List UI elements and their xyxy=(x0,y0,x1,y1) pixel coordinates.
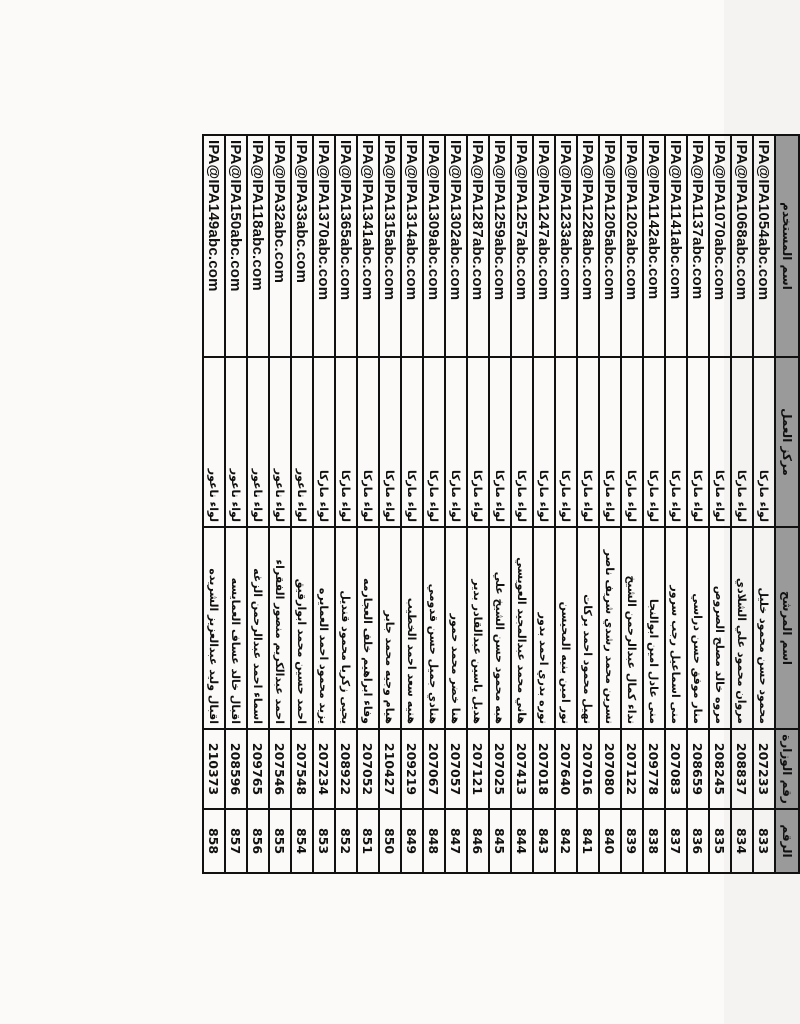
row-ministry-id: 207067 xyxy=(423,729,445,809)
table-row xyxy=(753,135,775,873)
table-row xyxy=(379,135,401,873)
table-body xyxy=(203,135,775,873)
row-ministry-id: 207233 xyxy=(753,729,775,809)
row-ministry-id: 208659 xyxy=(687,729,709,809)
row-ministry-id: 207083 xyxy=(665,729,687,809)
table-row xyxy=(357,135,379,873)
row-seq: 837 xyxy=(665,809,687,873)
rotated-document xyxy=(0,134,800,872)
row-work-center: لواء ماركا xyxy=(423,357,445,527)
row-work-center: لواء ماركا xyxy=(335,357,357,527)
row-username: IPA@IPA1142abc.com xyxy=(643,135,665,357)
row-seq: 848 xyxy=(423,809,445,873)
row-username: IPA@IPA1315abc.com xyxy=(379,135,401,357)
row-seq: 850 xyxy=(379,809,401,873)
row-seq: 855 xyxy=(269,809,291,873)
header-work-center: مركز العمل xyxy=(775,357,799,527)
row-candidate-name: نهيل محمود احمد بركات xyxy=(577,527,599,729)
table-row xyxy=(489,135,511,873)
row-ministry-id: 207025 xyxy=(489,729,511,809)
row-work-center: لواء ماركا xyxy=(445,357,467,527)
row-seq: 857 xyxy=(225,809,247,873)
row-username: IPA@IPA1365abc.com xyxy=(335,135,357,357)
row-username: IPA@IPA1302abc.com xyxy=(445,135,467,357)
row-seq: 843 xyxy=(533,809,555,873)
row-work-center: لواء ماركا xyxy=(753,357,775,527)
row-seq: 840 xyxy=(599,809,621,873)
row-username: IPA@IPA1202abc.com xyxy=(621,135,643,357)
row-username: IPA@IPA1247abc.com xyxy=(533,135,555,357)
row-username: IPA@IPA33abc.com xyxy=(291,135,313,357)
table-row xyxy=(225,135,247,873)
candidates-table xyxy=(202,134,800,874)
row-candidate-name: نور امين بنيه المحيسن xyxy=(555,527,577,729)
row-seq: 838 xyxy=(643,809,665,873)
row-work-center: لواء ناعور xyxy=(203,357,225,527)
table-row xyxy=(533,135,555,873)
row-ministry-id: 207080 xyxy=(599,729,621,809)
row-candidate-name: محمود حسن محمود خليل xyxy=(753,527,775,729)
row-work-center: لواء ماركا xyxy=(555,357,577,527)
row-seq: 854 xyxy=(291,809,313,873)
row-candidate-name: مروان محمود علي الشلادي xyxy=(731,527,753,729)
row-work-center: لواء ماركا xyxy=(401,357,423,527)
header-seq: الرقم xyxy=(775,809,799,873)
table-row xyxy=(467,135,489,873)
row-work-center: لواء ماركا xyxy=(357,357,379,527)
row-candidate-name: هديل ياسين عبدالقادر بدير xyxy=(467,527,489,729)
row-work-center: لواء ناعور xyxy=(269,357,291,527)
table-row xyxy=(445,135,467,873)
row-candidate-name: منى عادل امين ابوالنجا xyxy=(643,527,665,729)
row-ministry-id: 208596 xyxy=(225,729,247,809)
row-work-center: لواء ماركا xyxy=(731,357,753,527)
row-username: IPA@IPA1314abc.com xyxy=(401,135,423,357)
row-work-center: لواء ماركا xyxy=(533,357,555,527)
row-candidate-name: نسرين محمد رشدي شريف ناصر xyxy=(599,527,621,729)
row-seq: 845 xyxy=(489,809,511,873)
row-work-center: لواء ناعور xyxy=(225,357,247,527)
row-ministry-id: 210373 xyxy=(203,729,225,809)
table-row xyxy=(555,135,577,873)
row-work-center: لواء ناعور xyxy=(247,357,269,527)
row-candidate-name: هاني محمد عبدالمجيد العويسي xyxy=(511,527,533,729)
row-ministry-id: 207234 xyxy=(313,729,335,809)
row-ministry-id: 207016 xyxy=(577,729,599,809)
table-header-row xyxy=(775,135,799,873)
row-seq: 851 xyxy=(357,809,379,873)
row-ministry-id: 210427 xyxy=(379,729,401,809)
page-content xyxy=(62,134,800,944)
row-work-center: لواء ماركا xyxy=(577,357,599,527)
row-seq: 842 xyxy=(555,809,577,873)
row-candidate-name: يحيى زكريا محمود قنديل xyxy=(335,527,357,729)
row-candidate-name: هنا خضر محمد حمور xyxy=(445,527,467,729)
row-candidate-name: مروه خالد مصلح الصروص xyxy=(709,527,731,729)
row-seq: 856 xyxy=(247,809,269,873)
table-row xyxy=(401,135,423,873)
row-ministry-id: 208245 xyxy=(709,729,731,809)
table-row xyxy=(665,135,687,873)
row-work-center: لواء ماركا xyxy=(709,357,731,527)
row-seq: 835 xyxy=(709,809,731,873)
row-username: IPA@IPA118abc.com xyxy=(247,135,269,357)
row-candidate-name: هبه محمود حسن الشيخ علي xyxy=(489,527,511,729)
row-work-center: لواء ماركا xyxy=(379,357,401,527)
row-username: IPA@IPA1259abc.com xyxy=(489,135,511,357)
row-candidate-name: هنادي جميل حسن قدومي xyxy=(423,527,445,729)
table-row xyxy=(731,135,753,873)
row-username: IPA@IPA1054abc.com xyxy=(753,135,775,357)
row-username: IPA@IPA1137abc.com xyxy=(687,135,709,357)
row-ministry-id: 207546 xyxy=(269,729,291,809)
row-seq: 844 xyxy=(511,809,533,873)
row-work-center: لواء ماركا xyxy=(599,357,621,527)
table-row xyxy=(335,135,357,873)
row-candidate-name: هنيه سعد احمد الخطيب xyxy=(401,527,423,729)
row-username: IPA@IPA1068abc.com xyxy=(731,135,753,357)
row-username: IPA@IPA1341abc.com xyxy=(357,135,379,357)
row-work-center: لواء ماركا xyxy=(687,357,709,527)
row-ministry-id: 207122 xyxy=(621,729,643,809)
row-seq: 833 xyxy=(753,809,775,873)
table-row xyxy=(313,135,335,873)
row-ministry-id: 208837 xyxy=(731,729,753,809)
row-ministry-id: 209778 xyxy=(643,729,665,809)
row-ministry-id: 209765 xyxy=(247,729,269,809)
table-row xyxy=(269,135,291,873)
row-username: IPA@IPA1228abc.com xyxy=(577,135,599,357)
row-candidate-name: اقبال وليد عبدالعزيز الشريده xyxy=(203,527,225,729)
row-ministry-id: 207052 xyxy=(357,729,379,809)
row-work-center: لواء ماركا xyxy=(467,357,489,527)
row-username: IPA@IPA1141abc.com xyxy=(665,135,687,357)
row-seq: 834 xyxy=(731,809,753,873)
row-seq: 858 xyxy=(203,809,225,873)
row-work-center: لواء ماركا xyxy=(489,357,511,527)
row-candidate-name: احمد حسين محمد ابوارقيق xyxy=(291,527,313,729)
row-ministry-id: 208922 xyxy=(335,729,357,809)
header-candidate-name: اسم المرشح xyxy=(775,527,799,729)
row-ministry-id: 207548 xyxy=(291,729,313,809)
row-work-center: لواء ناعور xyxy=(291,357,313,527)
row-work-center: لواء ماركا xyxy=(511,357,533,527)
row-candidate-name: اسماء احمد عبدالرحمن الزغه xyxy=(247,527,269,729)
row-candidate-name: احمد عبدالكريم منصور الفقراء xyxy=(269,527,291,729)
row-ministry-id: 207413 xyxy=(511,729,533,809)
row-seq: 839 xyxy=(621,809,643,873)
row-ministry-id: 207121 xyxy=(467,729,489,809)
row-seq: 852 xyxy=(335,809,357,873)
row-seq: 841 xyxy=(577,809,599,873)
table-row xyxy=(643,135,665,873)
row-candidate-name: نداء كمال عبدالرحمن الشيخ xyxy=(621,527,643,729)
table-row xyxy=(291,135,313,873)
header-username: اسم المستخدم xyxy=(775,135,799,357)
row-seq: 836 xyxy=(687,809,709,873)
row-seq: 847 xyxy=(445,809,467,873)
row-candidate-name: هيام وجيه محمد جابر xyxy=(379,527,401,729)
row-username: IPA@IPA1257abc.com xyxy=(511,135,533,357)
table-row xyxy=(709,135,731,873)
table-row xyxy=(423,135,445,873)
row-username: IPA@IPA1309abc.com xyxy=(423,135,445,357)
row-username: IPA@IPA150abc.com xyxy=(225,135,247,357)
row-seq: 846 xyxy=(467,809,489,873)
row-username: IPA@IPA1370abc.com xyxy=(313,135,335,357)
table-row xyxy=(687,135,709,873)
row-username: IPA@IPA1205abc.com xyxy=(599,135,621,357)
table-row xyxy=(599,135,621,873)
table-row xyxy=(511,135,533,873)
row-username: IPA@IPA149abc.com xyxy=(203,135,225,357)
row-work-center: لواء ماركا xyxy=(643,357,665,527)
row-username: IPA@IPA1233abc.com xyxy=(555,135,577,357)
row-username: IPA@IPA1070abc.com xyxy=(709,135,731,357)
row-candidate-name: اقبال خالد عساف العمايسه xyxy=(225,527,247,729)
row-ministry-id: 207018 xyxy=(533,729,555,809)
row-work-center: لواء ماركا xyxy=(313,357,335,527)
row-seq: 853 xyxy=(313,809,335,873)
table-row xyxy=(577,135,599,873)
row-ministry-id: 207057 xyxy=(445,729,467,809)
row-candidate-name: يزيد محمود احمد العمايره xyxy=(313,527,335,729)
table-row xyxy=(621,135,643,873)
row-work-center: لواء ماركا xyxy=(621,357,643,527)
row-candidate-name: منى اسماعيل رجب سرور xyxy=(665,527,687,729)
row-work-center: لواء ماركا xyxy=(665,357,687,527)
row-candidate-name: منار موفق حسن دراسي xyxy=(687,527,709,729)
row-username: IPA@IPA32abc.com xyxy=(269,135,291,357)
row-candidate-name: وفاء ابراهيم خلف العجارمه xyxy=(357,527,379,729)
row-ministry-id: 207640 xyxy=(555,729,577,809)
row-username: IPA@IPA1287abc.com xyxy=(467,135,489,357)
header-ministry-id: رقم الوزارة xyxy=(775,729,799,809)
table-row xyxy=(203,135,225,873)
row-candidate-name: نوره بدري احمد بدور xyxy=(533,527,555,729)
table-row xyxy=(247,135,269,873)
row-seq: 849 xyxy=(401,809,423,873)
row-ministry-id: 209219 xyxy=(401,729,423,809)
